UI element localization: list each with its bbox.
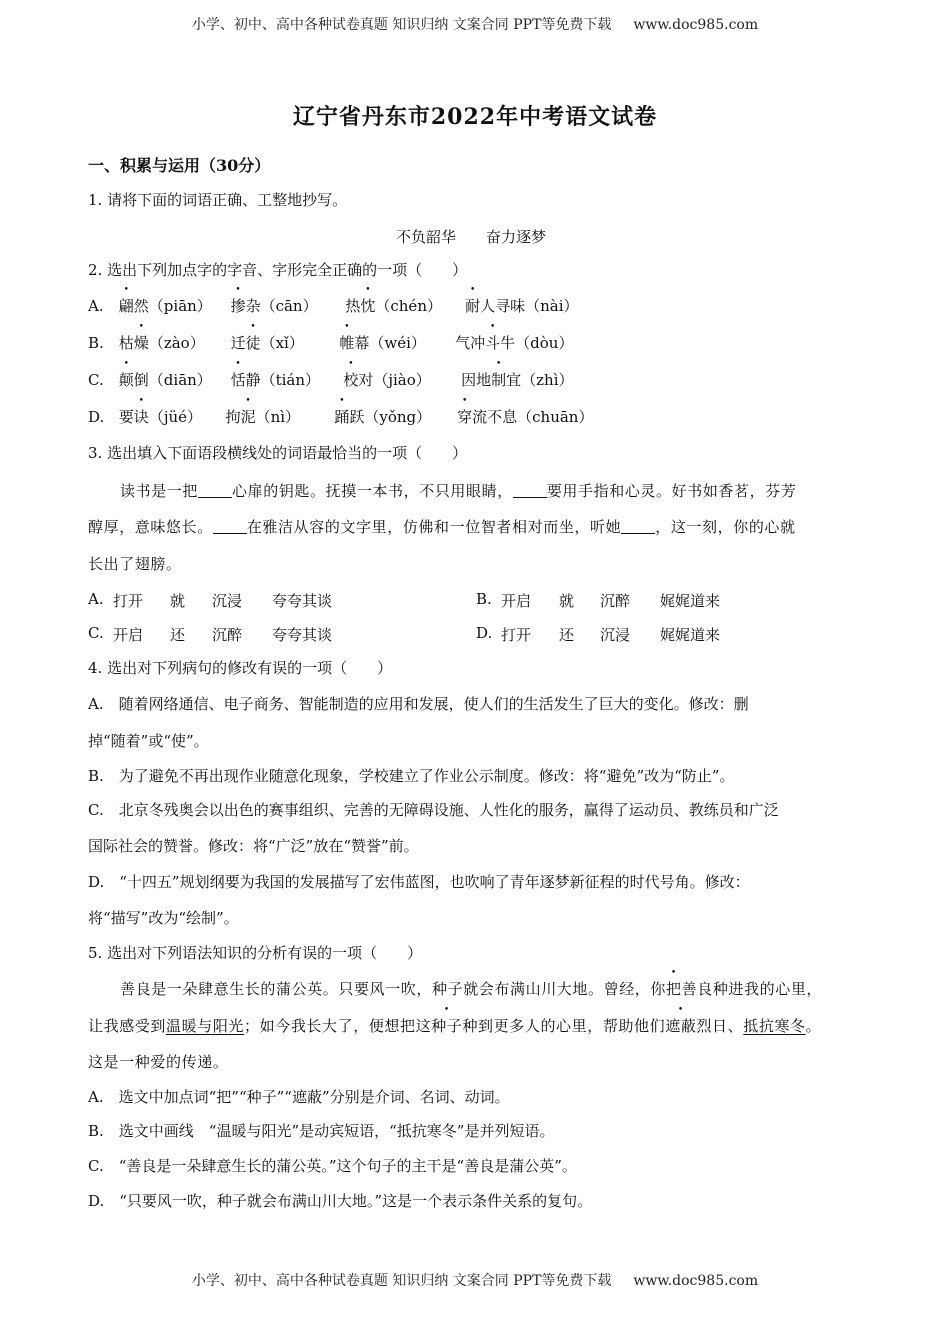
q2-option-c bbox=[88, 370, 574, 390]
item-1: 枯燥（zào） bbox=[118, 334, 205, 352]
underlined-phrase-2: 抵抗寒冬 bbox=[743, 1017, 806, 1035]
item-4: 因地制宜（zhì） bbox=[461, 371, 574, 389]
footer-text: 小学、初中、高中各种试卷真题 知识归纳 文案合同 PPT等免费下载 bbox=[191, 1273, 612, 1289]
blank-1 bbox=[198, 483, 232, 498]
q5-passage-line-2: 让我感受到温暖与阳光；如今我长大了，便想把这种子种到更多人的心里，帮助他们遮蔽烈日、抵抗寒冬。 bbox=[88, 1017, 822, 1035]
q3-stem: 3. 选出填入下面语段横线处的词语最恰当的一项（ ） bbox=[88, 444, 468, 462]
page-footer bbox=[0, 1270, 950, 1290]
option-label: D. bbox=[88, 408, 105, 426]
q4-stem: 4. 选出对下列病句的修改有误的一项（ ） bbox=[88, 659, 393, 677]
option-label: C. bbox=[88, 371, 104, 389]
item-3: 校对（jiào） bbox=[343, 371, 431, 389]
q5-stem: 5. 选出对下列语法知识的分析有误的一项（ ） bbox=[88, 944, 423, 962]
item-2: 拘泥（nì） bbox=[225, 408, 301, 426]
page-header bbox=[0, 14, 950, 34]
item-2: 迁徒（xǐ） bbox=[230, 334, 304, 352]
q4-option-a-line-1: A. 随着网络通信、电子商务、智能制造的应用和发展，使人们的生活发生了巨大的变化。修改：删 bbox=[88, 695, 749, 713]
header-text: 小学、初中、高中各种试卷真题 知识归纳 文案合同 PPT等免费下载 bbox=[191, 17, 612, 33]
q2-stem: 2. 选出下列加点字的字音、字形完全正确的一项（ ） bbox=[88, 261, 468, 279]
q5-option-a: A. 选文中加点词“把”“种子”“遮蔽”分别是介词、名词、动词。 bbox=[88, 1088, 510, 1106]
item-2: 掺杂（cān） bbox=[230, 297, 318, 315]
item-2: 恬静（tián） bbox=[230, 371, 321, 389]
q1-words: 不负韶华 奋力逐梦 bbox=[396, 228, 547, 246]
q2-option-d bbox=[88, 407, 593, 427]
item-4: 气冲斗牛（dòu） bbox=[455, 334, 574, 352]
q4-option-c-line-2: 国际社会的赞誉。修改：将“广泛”放在“赞誉”前。 bbox=[88, 837, 419, 855]
q2-option-a bbox=[88, 296, 579, 316]
q4-option-a-line-2: 掉“随着”或“使”。 bbox=[88, 732, 209, 750]
q5-passage-line-3: 这是一种爱的传递。 bbox=[88, 1053, 229, 1071]
q1-stem: 1. 请将下面的词语正确、工整地抄写。 bbox=[88, 191, 348, 209]
q2-option-b bbox=[88, 333, 573, 353]
item-1: 翩然（piān） bbox=[118, 297, 212, 315]
header-site-link[interactable]: www.doc985.com bbox=[633, 17, 759, 33]
q5-option-c: C. “善良是一朵肆意生长的蒲公英。”这个句子的主干是“善良是蒲公英”。 bbox=[88, 1157, 577, 1175]
blank-2 bbox=[513, 483, 547, 498]
footer-site-link[interactable]: www.doc985.com bbox=[633, 1273, 759, 1289]
blank-3 bbox=[213, 519, 247, 534]
q4-option-b: B. 为了避免不再出现作业随意化现象，学校建立了作业公示制度。修改：将“避免”改为“防止”。 bbox=[88, 767, 735, 785]
blank-4 bbox=[621, 519, 655, 534]
q4-option-d-line-1: D. “十四五”规划纲要为我国的发展描写了宏伟蓝图，也吹响了青年逐梦新征程的时代号角。修改： bbox=[88, 873, 750, 891]
option-label: B. bbox=[88, 334, 104, 352]
item-1: 颠倒（diān） bbox=[118, 371, 212, 389]
underlined-phrase-1: 温暖与阳光 bbox=[166, 1017, 245, 1035]
q5-passage-line-1: 善良是一朵肆意生长的蒲公英。只要风一吹，种子就会布满山川大地。曾经，你把善良种进我的心里， bbox=[120, 980, 823, 998]
item-1: 要诀（jüé） bbox=[118, 408, 203, 426]
item-3: 帷幕（wéi） bbox=[339, 334, 426, 352]
option-label: A. bbox=[88, 297, 104, 315]
q5-option-b: B. 选文中画线 “温暖与阳光”是动宾短语，“抵抗寒冬”是并列短语。 bbox=[88, 1122, 555, 1140]
item-3: 热忱（chén） bbox=[345, 297, 442, 315]
section-heading: 一、积累与运用（30分） bbox=[88, 156, 271, 175]
page-title: 辽宁省丹东市2022年中考语文试卷 bbox=[292, 104, 658, 130]
q4-option-d-line-2: 将“描写”改为“绘制”。 bbox=[88, 909, 239, 927]
item-3: 踊跃（yǒng） bbox=[334, 408, 432, 426]
q5-option-d: D. “只要风一吹，种子就会布满山川大地。”这是一个表示条件关系的复句。 bbox=[88, 1192, 593, 1210]
item-4: 耐人寻味（nài） bbox=[465, 297, 579, 315]
q3-passage-line-1: 读书是一把 心扉的钥匙。抚摸一本书，不只用眼睛， 要用手指和心灵。好书如香茗，芬芳 bbox=[120, 482, 797, 500]
q3-passage-line-3: 长出了翅膀。 bbox=[88, 555, 182, 573]
item-4: 穿流不息（chuān） bbox=[457, 408, 594, 426]
q3-passage-line-2: 醇厚，意味悠长。 在雅洁从容的文字里，仿佛和一位智者相对而坐，听她 ，这一刻，你的心就 bbox=[88, 518, 796, 536]
q4-option-c-line-1: C. 北京冬残奥会以出色的赛事组织、完善的无障碍设施、人性化的服务，赢得了运动员、教练员和广泛 bbox=[88, 801, 779, 819]
